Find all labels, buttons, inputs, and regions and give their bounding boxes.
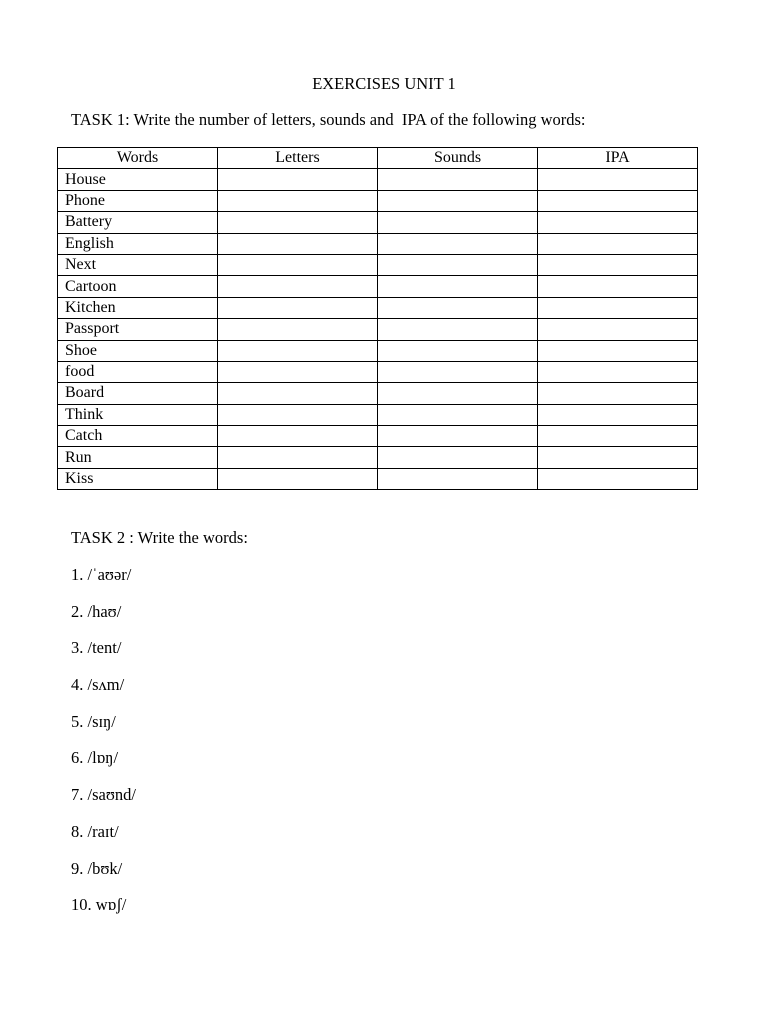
word-cell: food: [58, 361, 218, 382]
letters-cell: [218, 404, 378, 425]
sounds-cell: [378, 404, 538, 425]
header-sounds: Sounds: [378, 148, 538, 169]
ipa-cell: [538, 361, 698, 382]
task1-instruction: TASK 1: Write the number of letters, sounds and IPA of the following words:: [71, 110, 586, 129]
sounds-cell: [378, 361, 538, 382]
table-header-row: [58, 148, 698, 169]
letters-cell: [218, 447, 378, 468]
word-cell: Cartoon: [58, 276, 218, 297]
ipa-list: [71, 565, 136, 932]
table-row: [58, 468, 698, 489]
letters-cell: [218, 233, 378, 254]
list-item: 5. /sɪŋ/: [71, 711, 116, 731]
table-row: [58, 340, 698, 361]
ipa-cell: [538, 254, 698, 275]
table-row: [58, 361, 698, 382]
table-row: [58, 212, 698, 233]
list-item: 2. /haʊ/: [71, 601, 122, 621]
word-cell: English: [58, 233, 218, 254]
list-item: 6. /lɒŋ/: [71, 748, 119, 768]
letters-cell: [218, 169, 378, 190]
letters-cell: [218, 468, 378, 489]
sounds-cell: [378, 190, 538, 211]
table-row: [58, 297, 698, 318]
ipa-cell: [538, 297, 698, 318]
letters-cell: [218, 212, 378, 233]
table-row: [58, 169, 698, 190]
sounds-cell: [378, 276, 538, 297]
table-row: [58, 319, 698, 340]
page-title: EXERCISES UNIT 1: [312, 74, 456, 93]
list-item: 3. /tent/: [71, 638, 122, 658]
table-row: [58, 383, 698, 404]
ipa-cell: [538, 319, 698, 340]
word-cell: Think: [58, 404, 218, 425]
sounds-cell: [378, 297, 538, 318]
table-row: [58, 404, 698, 425]
word-cell: Passport: [58, 319, 218, 340]
list-item: 10. wɒʃ/: [71, 895, 127, 915]
word-cell: House: [58, 169, 218, 190]
table-row: [58, 190, 698, 211]
sounds-cell: [378, 340, 538, 361]
letters-cell: [218, 426, 378, 447]
sounds-cell: [378, 468, 538, 489]
list-item: 7. /saʊnd/: [71, 785, 136, 805]
letters-cell: [218, 319, 378, 340]
task2-instruction: TASK 2 : Write the words:: [71, 528, 248, 547]
list-item: 4. /sʌm/: [71, 675, 125, 695]
letters-cell: [218, 383, 378, 404]
list-item: 8. /raɪt/: [71, 821, 119, 841]
ipa-cell: [538, 383, 698, 404]
table-row: [58, 426, 698, 447]
sounds-cell: [378, 447, 538, 468]
ipa-cell: [538, 212, 698, 233]
words-table-body: [58, 169, 698, 490]
letters-cell: [218, 276, 378, 297]
words-table: [57, 147, 698, 490]
ipa-cell: [538, 468, 698, 489]
word-cell: Kitchen: [58, 297, 218, 318]
letters-cell: [218, 340, 378, 361]
sounds-cell: [378, 254, 538, 275]
sounds-cell: [378, 212, 538, 233]
word-cell: Shoe: [58, 340, 218, 361]
ipa-cell: [538, 233, 698, 254]
table-row: [58, 254, 698, 275]
word-cell: Run: [58, 447, 218, 468]
word-cell: Kiss: [58, 468, 218, 489]
header-letters: Letters: [218, 148, 378, 169]
word-cell: Catch: [58, 426, 218, 447]
word-cell: Next: [58, 254, 218, 275]
list-item: 9. /bʊk/: [71, 858, 123, 878]
sounds-cell: [378, 426, 538, 447]
sounds-cell: [378, 233, 538, 254]
ipa-cell: [538, 404, 698, 425]
letters-cell: [218, 254, 378, 275]
word-cell: Phone: [58, 190, 218, 211]
sounds-cell: [378, 383, 538, 404]
letters-cell: [218, 361, 378, 382]
ipa-cell: [538, 447, 698, 468]
sounds-cell: [378, 319, 538, 340]
ipa-cell: [538, 169, 698, 190]
header-words: Words: [58, 148, 218, 169]
word-cell: Battery: [58, 212, 218, 233]
header-ipa: IPA: [538, 148, 698, 169]
ipa-cell: [538, 340, 698, 361]
table-row: [58, 233, 698, 254]
word-cell: Board: [58, 383, 218, 404]
list-item: 1. /ˈaʊər/: [71, 565, 132, 584]
ipa-cell: [538, 426, 698, 447]
letters-cell: [218, 297, 378, 318]
ipa-cell: [538, 190, 698, 211]
table-row: [58, 447, 698, 468]
ipa-cell: [538, 276, 698, 297]
sounds-cell: [378, 169, 538, 190]
table-row: [58, 276, 698, 297]
letters-cell: [218, 190, 378, 211]
